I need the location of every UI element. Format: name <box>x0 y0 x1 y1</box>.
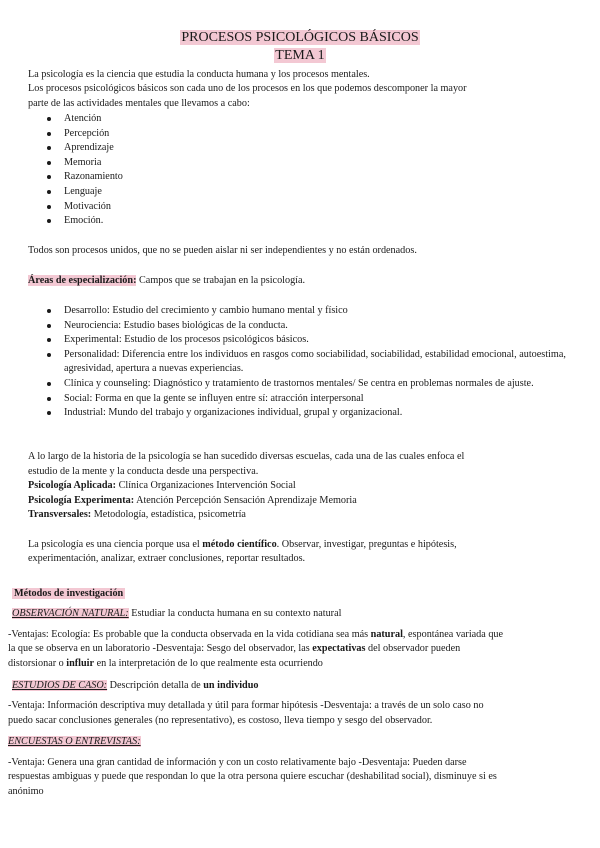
list-item: Social: Forma en que la gente se influyen entre sí: atracción interpersonal <box>44 392 574 407</box>
case-study-label: ESTUDIOS DE CASO: <box>12 680 108 691</box>
document-subtitle: TEMA 1 <box>275 48 325 63</box>
list-item: Atención <box>44 112 123 127</box>
experimenta-label: Psicología Experimenta: <box>28 495 135 506</box>
unified-text: Todos son procesos unidos, que no se pueden aislar ni ser independientes y no están ordenados. <box>28 245 417 256</box>
list-item: Percepción <box>44 127 123 142</box>
surveys-line-3: anónimo <box>8 786 44 797</box>
document-title: PROCESOS PSICOLÓGICOS BÁSICOS <box>181 30 419 45</box>
observation-l3-post: en la interpretación de lo que realmente esta ocurriendo <box>94 658 323 669</box>
observation-l1-bold: natural <box>370 629 403 640</box>
case-study-line-2: puedo sacar conclusiones generales (no representativo), es costoso, lleva tiempo y sesgo del observador. <box>8 715 433 726</box>
observation-text: Estudiar la conducta humana en su contexto natural <box>128 608 342 619</box>
observation-l3-bold: influir <box>66 658 95 669</box>
areas-heading <box>28 274 305 289</box>
list-item: Memoria <box>44 156 123 171</box>
aplicada-label: Psicología Aplicada: <box>28 480 117 491</box>
science-bold: método científico <box>202 539 277 550</box>
methods-heading <box>12 587 125 602</box>
case-study-heading <box>12 679 259 694</box>
list-item: Desarrollo: Estudio del crecimiento y cambio humano mental y físico <box>44 304 574 319</box>
surveys-line-2: respuestas ambiguas y puede que respondan lo que la otra persona quiere escuchar (deshabilitad social), disminuye si es <box>8 771 497 782</box>
list-item: Neurociencia: Estudio bases biológicas de la conducta. <box>44 319 574 334</box>
list-item: Lenguaje <box>44 185 123 200</box>
observation-l3-pre: distorsionar o <box>8 658 67 669</box>
surveys-line-1: -Ventaja: Genera una gran cantidad de información y con un costo relativamente bajo -Desventaja: Pueden darse <box>8 757 467 768</box>
transversales-text: Metodología, estadística, psicometría <box>91 509 246 520</box>
surveys-heading <box>8 735 141 750</box>
methods-heading-label: Métodos de investigación <box>14 588 124 599</box>
areas-list <box>44 304 574 421</box>
observation-line-2 <box>8 642 460 657</box>
processes-list <box>44 112 123 229</box>
areas-heading-label: Áreas de especialización: <box>28 275 137 286</box>
list-item: Personalidad: Diferencia entre los individuos en rasgos como sociabilidad, sociabilidad, estabilidad emocional, autoestima, agresividad, apertura a nuevas experiencias. <box>44 348 574 377</box>
intro-line-1: La psicología es la ciencia que estudia la conducta humana y los procesos mentales. <box>28 69 370 80</box>
observation-l2-bold: expectativas <box>312 643 366 654</box>
observation-label: OBSERVACIÓN NATURAL: <box>12 608 129 619</box>
observation-line-1 <box>8 628 503 643</box>
list-item: Motivación <box>44 200 123 215</box>
list-item: Razonamiento <box>44 170 123 185</box>
history-line-2: estudio de la mente y la conducta desde una perspectiva. <box>28 466 259 477</box>
intro-line-3: parte de las actividades mentales que llevamos a cabo: <box>28 98 250 109</box>
surveys-label: ENCUESTAS O ENTREVISTAS: <box>8 736 141 747</box>
observation-l2-pre: la que se observa en un laboratorio -Desventaja: Sesgo del observador, las <box>8 643 313 654</box>
case-study-bold: un individuo <box>203 680 259 691</box>
science-line-2: experimentación, analizar, extraer conclusiones, reportar resultados. <box>28 553 306 564</box>
science-line-1 <box>28 538 457 553</box>
transversales-line <box>28 508 246 523</box>
list-item: Clínica y counseling: Diagnóstico y tratamiento de trastornos mentales/ Se centra en problemas normales de ajuste. <box>44 377 574 392</box>
experimenta-line <box>28 494 357 509</box>
observation-line-3 <box>8 657 323 672</box>
experimenta-text: Atención Percepción Sensación Aprendizaje Memoria <box>134 495 357 506</box>
list-item: Experimental: Estudio de los procesos psicológicos básicos. <box>44 333 574 348</box>
case-study-line-1: -Ventaja: Información descriptiva muy detallada y útil para formar hipótesis -Desventaja: a través de un solo caso no <box>8 700 484 711</box>
transversales-label: Transversales: <box>28 509 92 520</box>
observation-l1-post: , espontánea variada que <box>402 629 504 640</box>
list-item: Emoción. <box>44 214 123 229</box>
intro-line-2: Los procesos psicológicos básicos son cada uno de los procesos en los que podemos descomponer la mayor <box>28 83 467 94</box>
list-item: Industrial: Mundo del trabajo y organizaciones individual, grupal y organizacional. <box>44 406 574 421</box>
areas-heading-text: Campos que se trabajan en la psicología. <box>136 275 306 286</box>
list-item: Aprendizaje <box>44 141 123 156</box>
aplicada-text: Clínica Organizaciones Intervención Social <box>116 480 296 491</box>
science-pre: La psicología es una ciencia porque usa el <box>28 539 203 550</box>
observation-l1-pre: -Ventajas: Ecología: Es probable que la conducta observada en la vida cotidiana sea más <box>8 629 371 640</box>
history-line-1: A lo largo de la historia de la psicología se han sucedido diversas escuelas, cada una de las cuales enfoca el <box>28 451 465 462</box>
observation-l2-post: del observador pueden <box>365 643 461 654</box>
aplicada-line <box>28 479 296 494</box>
science-post: . Observar, investigar, preguntas e hipótesis, <box>276 539 457 550</box>
observation-heading <box>12 607 341 622</box>
case-study-text: Descripción detalla de <box>107 680 204 691</box>
